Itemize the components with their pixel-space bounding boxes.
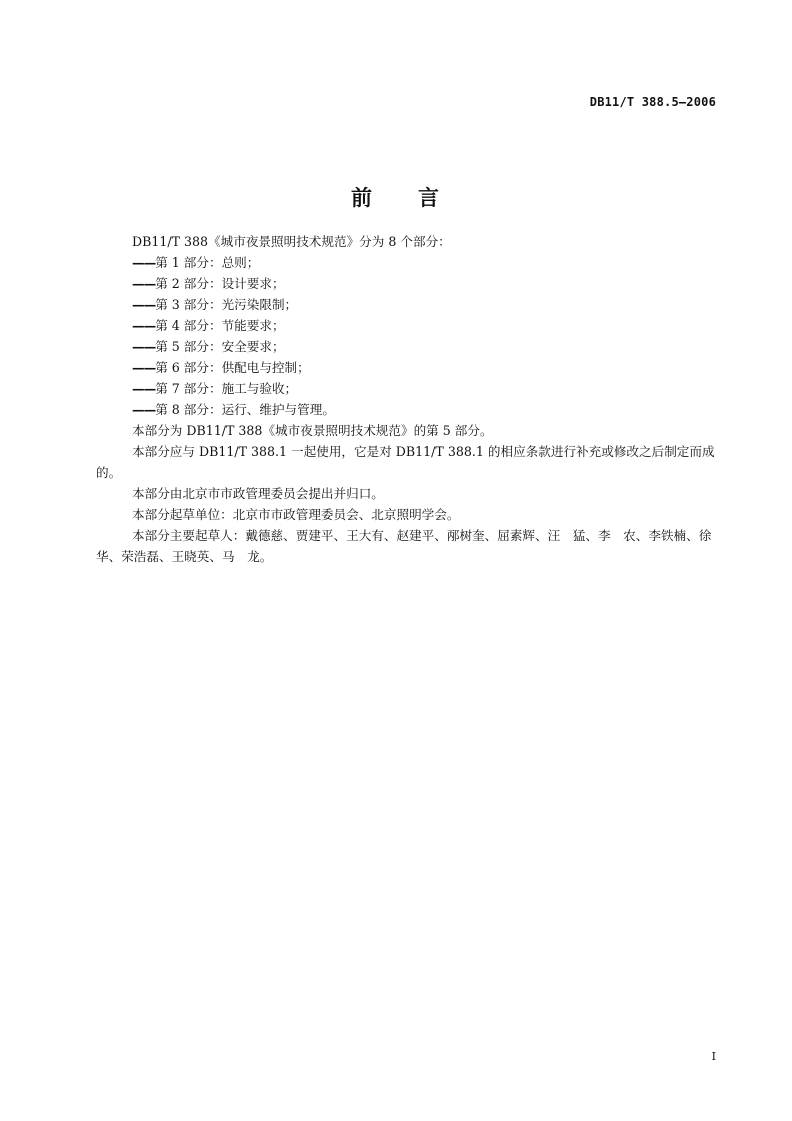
page-number: I: [711, 1050, 716, 1063]
usage-paragraph: 本部分应与 DB11/T 388.1 一起使用，它是对 DB11/T 388.1 的相应条款进行补充或修改之后制定而成的。: [96, 444, 715, 480]
foreword-body: [96, 231, 724, 567]
list-item: ——第 3 部分：光污染限制；: [132, 297, 298, 312]
page-title: [0, 182, 792, 212]
drafters-paragraph: 本部分主要起草人：戴德慈、贾建平、王大有、赵建平、邴树奎、屈素辉、汪 猛、李 农、李铁楠、徐 华、荣浩磊、王晓英、马 龙。: [96, 528, 724, 564]
intro-paragraph: DB11/T 388《城市夜景照明技术规范》分为 8 个部分：: [132, 234, 451, 249]
parts-list: [96, 252, 720, 420]
drafting-units-paragraph: 本部分起草单位：北京市市政管理委员会、北京照明学会。: [132, 507, 460, 522]
list-item: ——第 2 部分：设计要求；: [132, 276, 285, 291]
list-item: ——第 4 部分：节能要求；: [132, 318, 285, 333]
part-statement-paragraph: 本部分为 DB11/T 388《城市夜景照明技术规范》的第 5 部分。: [132, 423, 493, 438]
title-char-1: 前: [351, 186, 374, 210]
title-char-2: 言: [418, 186, 441, 210]
standard-code: DB11/T 388.5—2006: [589, 95, 716, 109]
list-item: ——第 7 部分：施工与验收；: [132, 381, 298, 396]
list-item: ——第 5 部分：安全要求；: [132, 339, 285, 354]
list-item: ——第 8 部分：运行、维护与管理。: [132, 402, 335, 417]
list-item: ——第 1 部分：总则；: [132, 255, 260, 270]
list-item: ——第 6 部分：供配电与控制；: [132, 360, 310, 375]
proposer-paragraph: 本部分由北京市市政管理委员会提出并归口。: [132, 486, 384, 501]
